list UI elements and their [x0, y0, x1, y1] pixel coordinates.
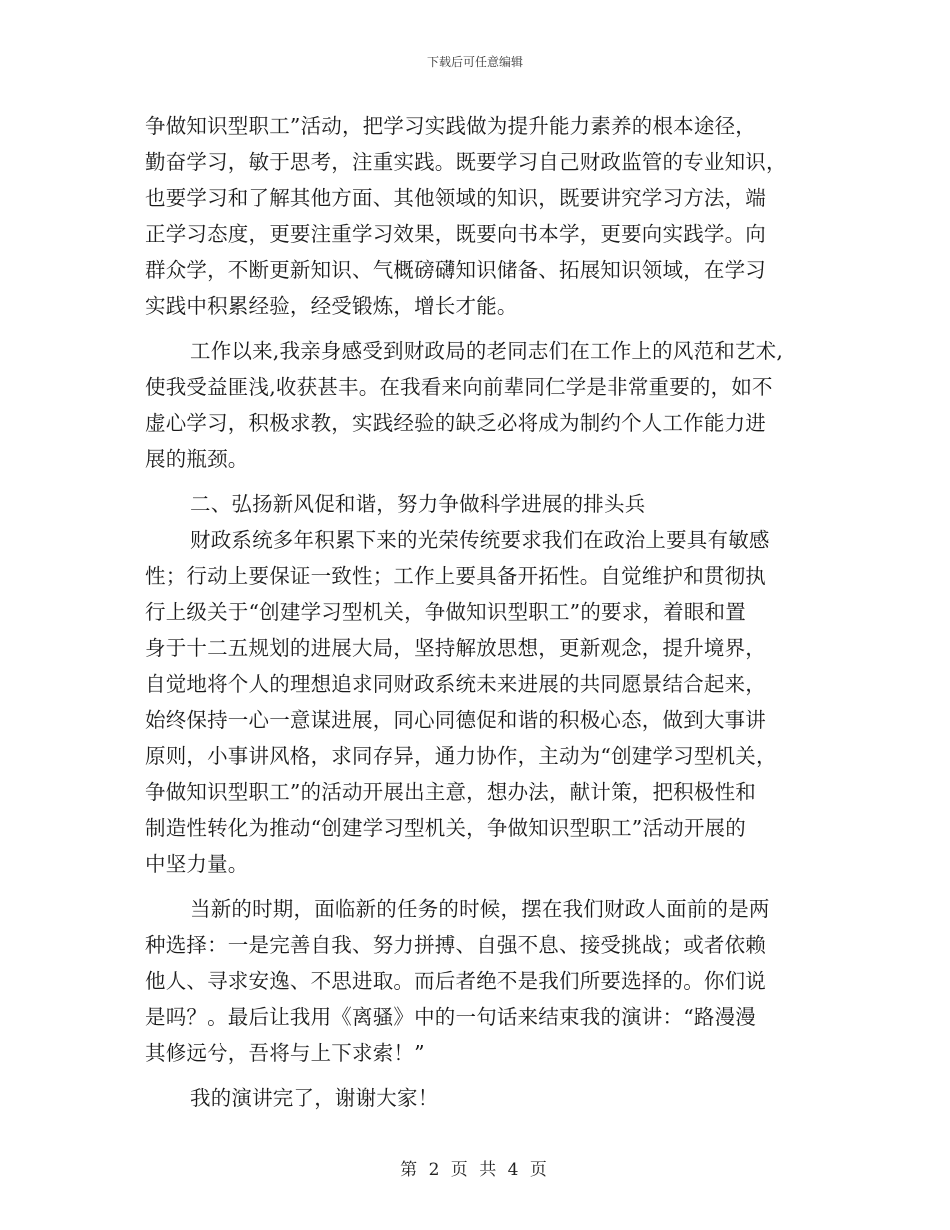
text-line: 二、弘扬新风促和谐，努力争做科学进展的排头兵	[190, 492, 646, 516]
text-line: 中坚力量。	[145, 852, 249, 876]
text-line: 其修远兮，吾将与上下求索！”	[145, 1041, 425, 1065]
text-line: 争做知识型职工”的活动开展出主意，想办法，献计策，把积极性和	[145, 780, 756, 804]
text-line: 工作以来,我亲身感受到财政局的老同志们在工作上的风范和艺术,	[190, 339, 784, 363]
text-line: 也要学习和了解其他方面、其他领域的知识，既要讲究学习方法，端	[145, 186, 766, 210]
text-line: 他人、寻求安逸、不思进取。而后者绝不是我们所要选择的。你们说	[145, 969, 766, 993]
text-line: 行上级关于“创建学习型机关，争做知识型职工”的要求，着眼和置	[145, 600, 746, 624]
text-line: 原则，小事讲风格，求同存异，通力协作，主动为“创建学习型机关，	[145, 744, 777, 768]
text-line: 是吗？。最后让我用《离骚》中的一句话来结束我的演讲：“路漫漫	[145, 1005, 756, 1029]
text-line: 勤奋学习，敏于思考，注重实践。既要学习自己财政监管的专业知识，	[145, 150, 787, 174]
text-line: 正学习态度，更要注重学习效果，既要向书本学，更要向实践学。向	[145, 222, 766, 246]
text-line: 我的演讲完了，谢谢大家！	[190, 1086, 439, 1110]
paragraph-gap	[145, 882, 825, 891]
text-line: 自觉地将个人的理想追求同财政系统未来进展的共同愿景结合起来，	[145, 672, 766, 696]
text-line: 展的瓶颈。	[145, 447, 249, 471]
text-line: 制造性转化为推动“创建学习型机关，争做知识型职工”活动开展的	[145, 816, 746, 840]
text-line: 身于十二五规划的进展大局，坚持解放思想，更新观念，提升境界，	[145, 636, 766, 660]
text-line: 虚心学习，积极求教，实践经验的缺乏必将成为制约个人工作能力进	[145, 411, 766, 435]
text-line: 争做知识型职工”活动，把学习实践做为提升能力素养的根本途径，	[145, 114, 756, 138]
page-footer: 第 2 页 共 4 页	[400, 1160, 550, 1180]
paragraph-gap	[145, 477, 825, 486]
text-line: 当新的时期，面临新的任务的时候，摆在我们财政人面前的是两	[190, 897, 770, 921]
text-line: 财政系统多年积累下来的光荣传统要求我们在政治上要具有敏感	[190, 528, 770, 552]
text-line: 性；行动上要保证一致性；工作上要具备开拓性。自觉维护和贯彻执	[145, 564, 766, 588]
page-header: 下载后可任意编辑	[426, 55, 523, 69]
text-line: 实践中积累经验，经受锻炼，增长才能。	[145, 294, 518, 318]
text-line: 使我受益匪浅,收获甚丰。在我看来向前辈同仁学是非常重要的，如不	[145, 375, 773, 399]
paragraph-gap	[145, 1071, 825, 1080]
document-body	[145, 108, 825, 1116]
text-line: 始终保持一心一意谋进展，同心同德促和谐的积极心态，做到大事讲	[145, 708, 766, 732]
text-line: 群众学，不断更新知识、气概磅礴知识储备、拓展知识领域，在学习	[145, 258, 766, 282]
text-line: 种选择：一是完善自我、努力拼搏、自强不息、接受挑战；或者依赖	[145, 933, 766, 957]
paragraph-gap	[145, 324, 825, 333]
